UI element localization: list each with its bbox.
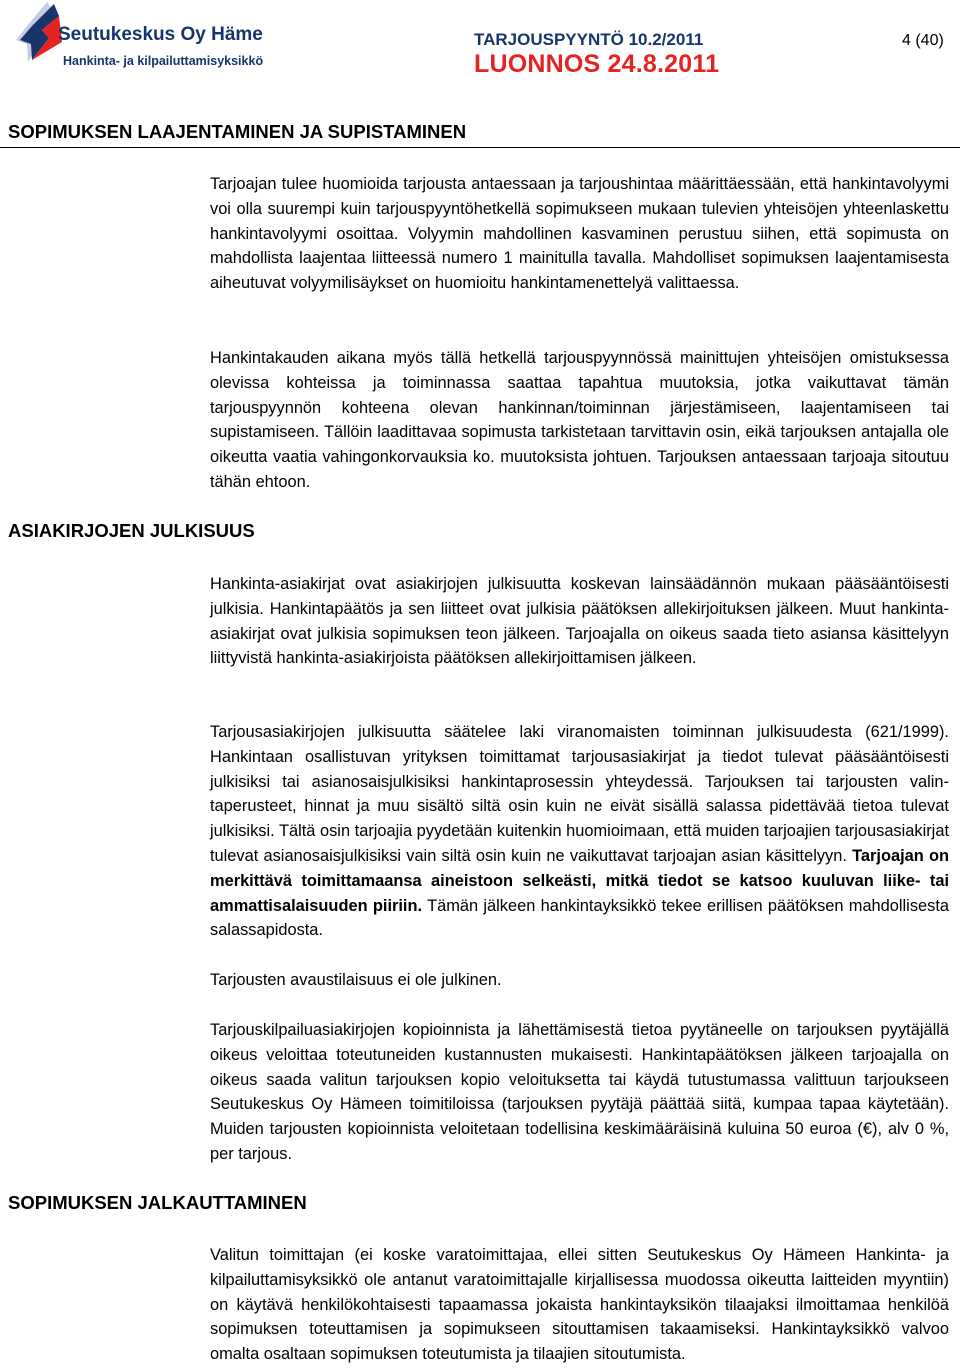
paragraph-changes: Hankintakauden aikana myös tällä hetkellä tarjouspyynnössä mainittujen yhteisöjen omistuksessa olevissa kohteissa ja toiminnassa saattaa tapahtua muutoksia, jotka vaikuttavat tämän tarjouspyynnön kohteena olevan hankinnan/toiminnan järjestämiseen, laajentamiseen tai supistamiseen. Tällöin laadittavaa sopimusta tarkistetaan tarvittavin osin, eikä tarjouksen antajalla ole oikeutta vaatia vahingonkorvauksia ko. muutoksista johtuen. Tarjouksen antaessaan tarjoaja sitoutuu tähän ehtoon. — [210, 349, 949, 491]
section-heading-extension: SOPIMUKSEN LAAJENTAMINEN JA SUPISTAMINEN — [8, 121, 467, 142]
org-name: Seutukeskus Oy Häme — [58, 24, 263, 45]
confidentiality-decision-text: Tämän jälkeen hankintayksikkö tekee erillisen päätöksen mahdollisesta salassapidosta. — [210, 896, 950, 940]
header-divider — [0, 147, 960, 148]
page-header — [0, 0, 960, 90]
flag-logo-icon — [14, 2, 64, 62]
org-unit: Hankinta- ja kilpailuttamisyksikkö — [63, 54, 264, 68]
paragraph-opening: Tarjousten avaustilaisuus ei ole julkinen. — [210, 971, 502, 989]
paragraph-copying: Tarjouskilpailuasiakirjojen kopioinnista ja lähettämisestä tietoa pyytäneelle on tarjouksen pyytäjällä oikeus veloittaa toteutuneiden kustannusten mukaisesti. Hankintapäätöksen jälkeen tarjoajalla on oikeus saada valitun tarjouksen kopio veloituksetta tai käydä tutustumassa valittuun tarjoukseen Seutukeskus Oy Hämeen toimitiloissa (tarjouksen pyytäjä päättää siitä, kumpaa tapaa käytetään). Muiden tarjousten kopioinnista veloitetaan todellisina keskimääräisinä kuluina 50 euroa (€), alv 0 %, per tarjous. — [210, 1021, 949, 1163]
tender-publicity-text: Tarjousasiakirjojen julkisuutta säätelee laki viranomaisten toiminnan julkisuudesta (621/1999). Hankintaan osallistuvan yrityksen toimittamat tarjousasiakirjat ja tiedot tulevat pääsääntöisesti julkisiksi tai asianosaisjulkisiksi hankintaprosessin yhteydessä. Tarjouksen tai tarjousten valintaperusteet, hinnat ja muu sisältö siltä osin kuin ne eivät sisällä salassa pidettävää tietoa tulevat julkisiksi. Tältä osin tarjoajia pyydetään kuitenkin huomioimaan, että muiden tarjoajien tarjousasiakirjat tulevat asianosaisjulkisiksi vain siltä osin kuin ne vaikuttavat tarjoajan asian käsittelyyn. — [210, 723, 949, 865]
draft-label: LUONNOS 24.8.2011 — [474, 50, 720, 78]
document-title: TARJOUSPYYNTÖ 10.2/2011 — [474, 30, 704, 49]
paragraph-tender-publicity — [210, 720, 949, 943]
section-heading-publicity: ASIAKIRJOJEN JULKISUUS — [8, 520, 255, 541]
paragraph-volume: Tarjoajan tulee huomioida tarjousta antaessaan ja tarjoushintaa määrittäessään, että hankintavolyymi voi olla suurempi kuin tarjouspyyntöhetkellä sopimukseen mukaan tulevien yhteisöjen yhteenlaskettu hankintavolyymi osoittaa. Volyymin mahdollinen kasvaminen perustuu siihen, että sopimusta on mahdollista laajentaa liitteessä numero 1 mainitulla tavalla. Mahdolliset sopimuksen laajentamisesta aiheutuvat volyymilisäykset on huomioitu hankintamenettelyä valittaessa. — [210, 175, 949, 293]
section-heading-implementation: SOPIMUKSEN JALKAUTTAMINEN — [8, 1192, 307, 1213]
paragraph-implementation: Valitun toimittajan (ei koske varatoimittajaa, ellei sitten Seutukeskus Oy Hämeen Hankinta- ja kilpailuttamisyksikkö ole antanut varatoimittajalle kirjallisessa muodossa oikeutta laitteiden myyntiin) on käytävä henkilökohtaisesti tapaamassa jokaista hankintayksikön tilaajaksi ilmoittamaa henkilöä sopimuksen toteuttamisen ja sopimukseen sitouttamisen takaamiseksi. Hankintayksikkö valvoo omalta osaltaan sopimuksen toteutumista ja tilaajien sitoutumista. — [210, 1246, 949, 1364]
paragraph-publicity-law: Hankinta-asiakirjat ovat asiakirjojen julkisuutta koskevan lainsäädännön mukaan pääsääntöisesti julkisia. Hankintapäätös ja sen liitteet ovat julkisia päätöksen allekirjoituksen jälkeen. Muut hankinta-asiakirjat ovat julkisia sopimuksen teon jälkeen. Tarjoajalla on oikeus saada tieto asiansa käsittelyyn liittyvistä hankinta-asiakirjoista päätöksen allekirjoittamisen jälkeen. — [210, 575, 949, 668]
page-number: 4 (40) — [902, 32, 944, 49]
trade-secret-notice: Tarjoajan on merkittävä toimittamaansa aineistoon selkeästi, mitkä tiedot se katsoo kuuluvan liike- tai ammattisalaisuuden piiriin. — [210, 846, 949, 915]
